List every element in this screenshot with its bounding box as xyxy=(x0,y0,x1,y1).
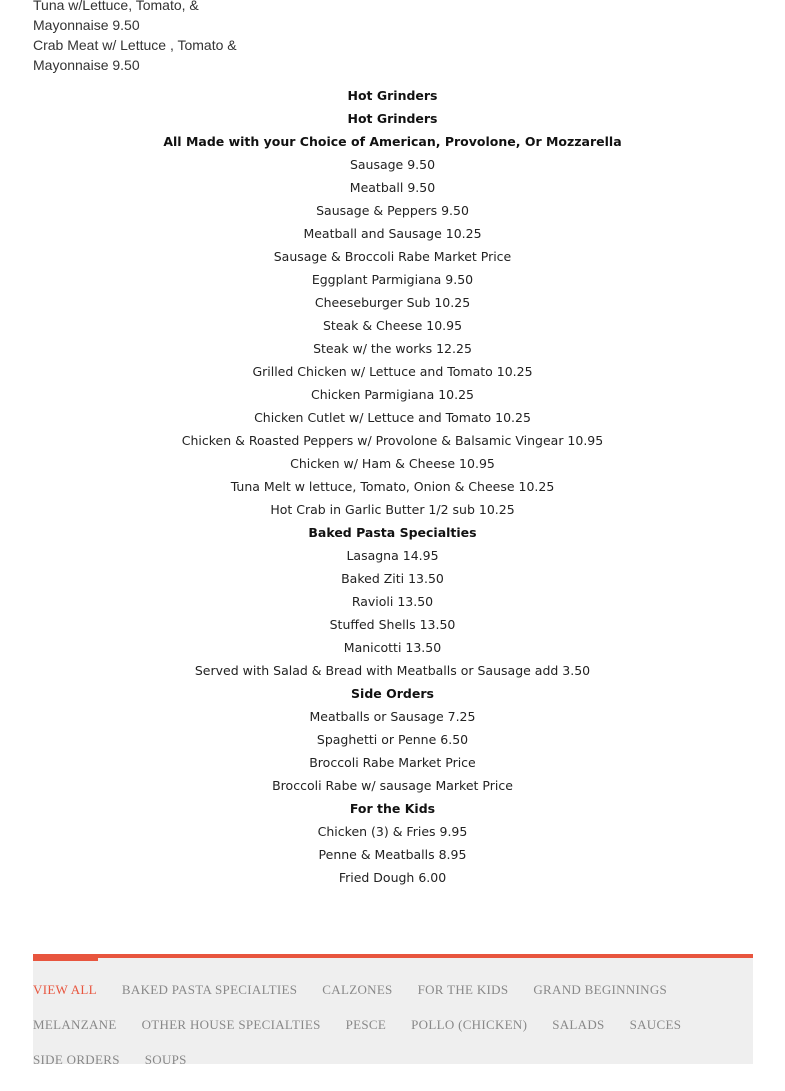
menu-item: Sausage & Peppers 9.50 xyxy=(316,203,469,218)
menu-item-text: Mayonnaise 9.50 xyxy=(33,17,140,33)
filter-tab-pesce[interactable]: PESCE xyxy=(345,1017,387,1032)
filter-tab-side-orders[interactable]: SIDE ORDERS xyxy=(33,1052,120,1067)
menu-item: Chicken & Roasted Peppers w/ Provolone & Balsamic Vingear 10.95 xyxy=(181,433,604,448)
menu-item: Chicken (3) & Fries 9.95 xyxy=(317,824,468,839)
filter-tab-sauces[interactable]: SAUCES xyxy=(629,1017,682,1032)
filter-tab-calzones[interactable]: CALZONES xyxy=(322,982,393,997)
menu-item: Steak & Cheese 10.95 xyxy=(322,318,463,333)
menu-item: Meatballs or Sausage 7.25 xyxy=(309,709,476,724)
menu-section-heading: Baked Pasta Specialties xyxy=(308,525,477,540)
menu-item: Chicken w/ Ham & Cheese 10.95 xyxy=(290,456,495,471)
menu-item: Served with Salad & Bread with Meatballs or Sausage add 3.50 xyxy=(194,663,591,678)
menu-section-heading: Hot Grinders xyxy=(347,111,438,126)
menu-section-heading: Hot Grinders xyxy=(347,88,438,103)
menu-item-text: Crab Meat w/ Lettuce , Tomato & xyxy=(33,37,237,53)
menu-item: Eggplant Parmigiana 9.50 xyxy=(311,272,474,287)
filter-tab-melanzane[interactable]: MELANZANE xyxy=(33,1017,117,1032)
menu-item: Broccoli Rabe w/ sausage Market Price xyxy=(272,778,513,793)
menu-item: Stuffed Shells 13.50 xyxy=(329,617,456,632)
menu-item: Penne & Meatballs 8.95 xyxy=(318,847,467,862)
filter-tab-other-house-specialties[interactable]: OTHER HOUSE SPECIALTIES xyxy=(141,1017,321,1032)
menu-section-heading: All Made with your Choice of American, Provolone, Or Mozzarella xyxy=(163,134,622,149)
filter-tab-soups[interactable]: SOUPS xyxy=(144,1052,187,1067)
filter-tab-baked-pasta-specialties[interactable]: BAKED PASTA SPECIALTIES xyxy=(121,982,298,997)
menu-item-text: Mayonnaise 9.50 xyxy=(33,57,140,73)
filter-row xyxy=(33,980,692,1000)
menu-item: Grilled Chicken w/ Lettuce and Tomato 10.25 xyxy=(252,364,533,379)
menu-item: Meatball 9.50 xyxy=(349,180,436,195)
menu-item: Broccoli Rabe Market Price xyxy=(309,755,476,770)
filter-tab-view-all[interactable]: VIEW ALL xyxy=(33,982,97,997)
menu-section-heading: Side Orders xyxy=(351,686,434,701)
menu-item: Steak w/ the works 12.25 xyxy=(313,341,472,356)
menu-item: Spaghetti or Penne 6.50 xyxy=(316,732,469,747)
menu-item: Sausage & Broccoli Rabe Market Price xyxy=(273,249,512,264)
filter-tab-grand-beginnings[interactable]: GRAND BEGINNINGS xyxy=(533,982,668,997)
previous-section-items xyxy=(33,0,273,75)
filter-row xyxy=(33,1015,706,1035)
menu-item: Cheeseburger Sub 10.25 xyxy=(314,295,471,310)
menu-item: Ravioli 13.50 xyxy=(351,594,434,609)
menu-item: Manicotti 13.50 xyxy=(343,640,442,655)
menu-item: Sausage 9.50 xyxy=(349,157,436,172)
menu-item: Chicken Parmigiana 10.25 xyxy=(311,387,474,402)
filter-tab-pollo-chicken[interactable]: POLLO (CHICKEN) xyxy=(411,1017,528,1032)
filter-row xyxy=(33,1050,212,1070)
menu-list xyxy=(0,84,785,889)
active-filter-indicator xyxy=(33,958,98,961)
menu-item: Tuna Melt w lettuce, Tomato, Onion & Cheese 10.25 xyxy=(230,479,555,494)
menu-item: Hot Crab in Garlic Butter 1/2 sub 10.25 xyxy=(270,502,515,517)
menu-item-text: Tuna w/Lettuce, Tomato, & xyxy=(33,0,199,13)
menu-item: Lasagna 14.95 xyxy=(346,548,439,563)
menu-item: Fried Dough 6.00 xyxy=(338,870,447,885)
filter-tab-salads[interactable]: SALADS xyxy=(552,1017,605,1032)
filter-tab-for-the-kids[interactable]: FOR THE KIDS xyxy=(417,982,509,997)
menu-section-heading: For the Kids xyxy=(349,801,436,816)
menu-item: Chicken Cutlet w/ Lettuce and Tomato 10.25 xyxy=(254,410,531,425)
category-filter-bar xyxy=(33,954,753,1067)
menu-item: Meatball and Sausage 10.25 xyxy=(303,226,482,241)
menu-item: Baked Ziti 13.50 xyxy=(341,571,444,586)
